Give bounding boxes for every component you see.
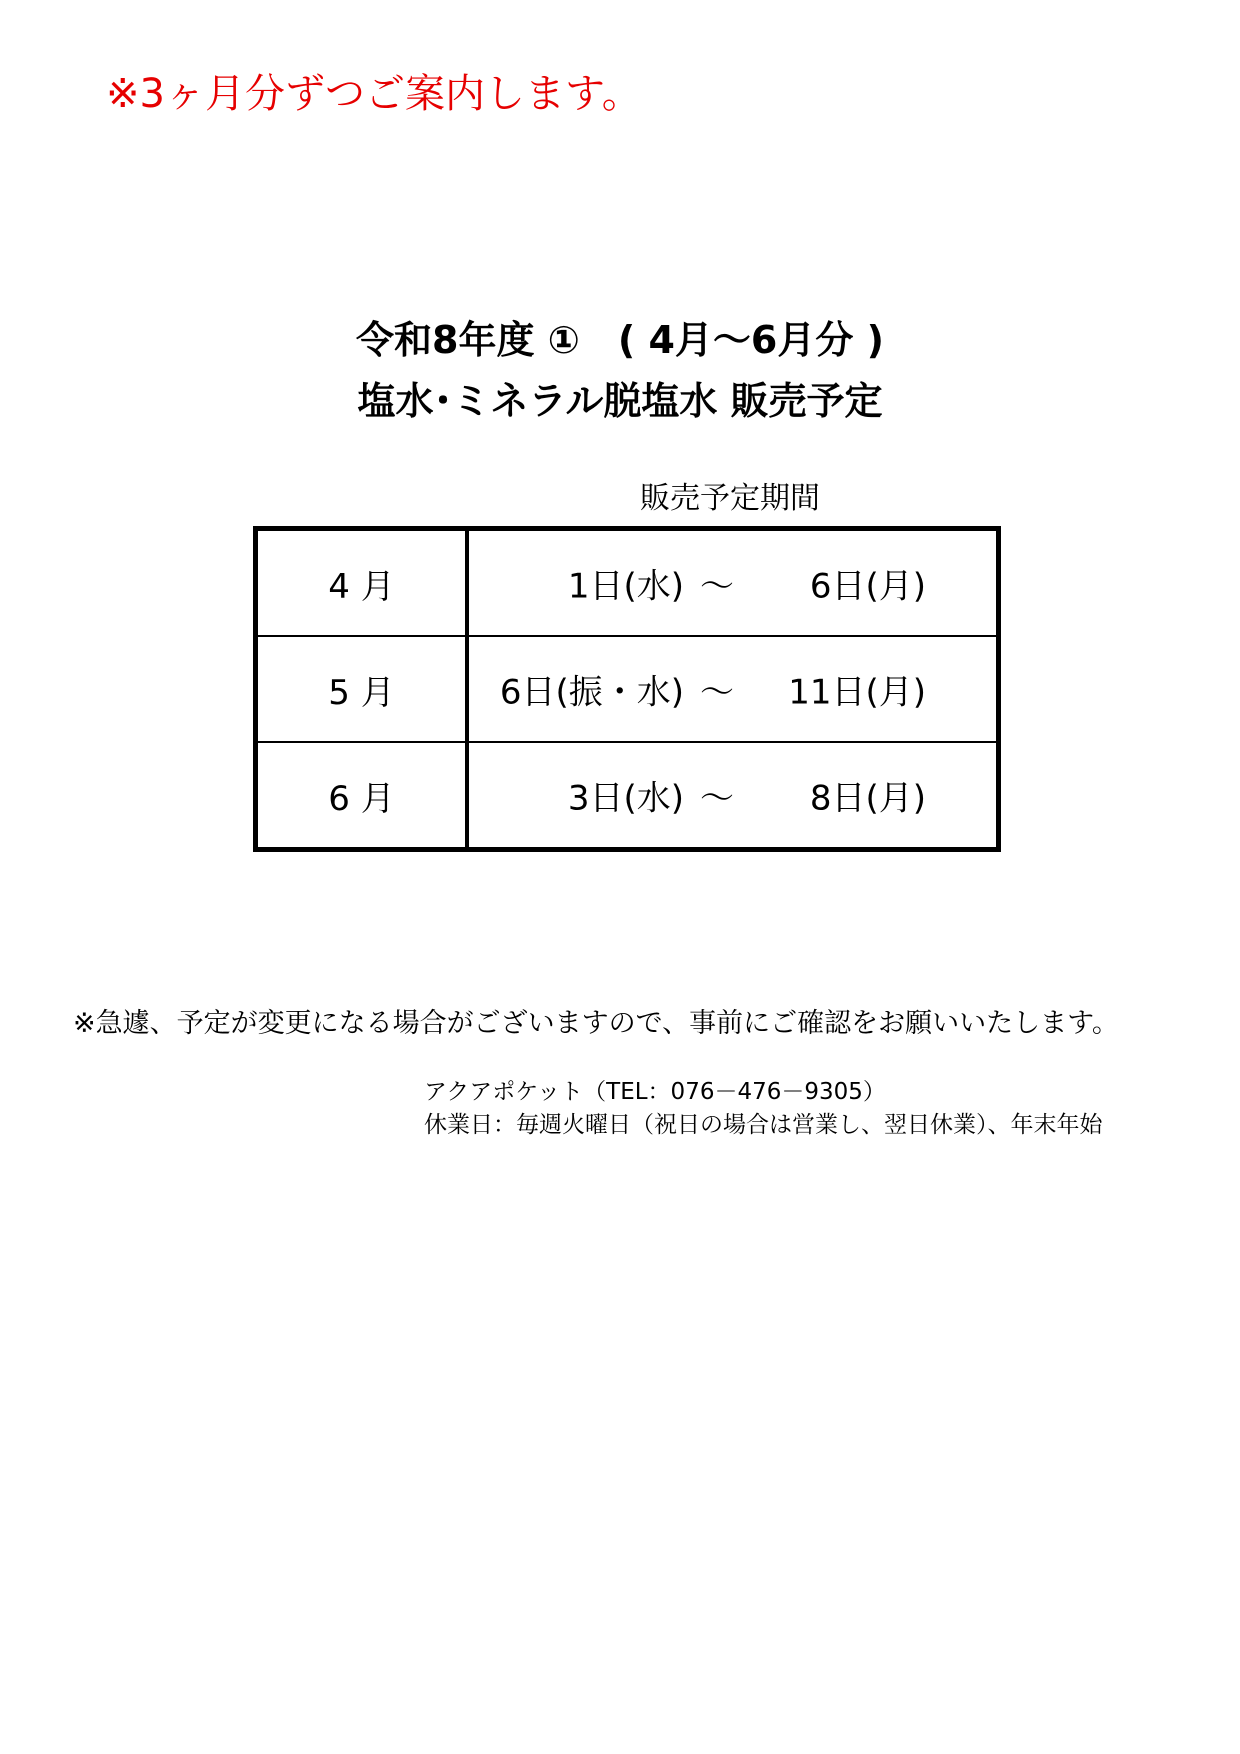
shop-contact: アクアポケット（TEL：076－476－9305） <box>424 1079 886 1105</box>
caution-text: ※急遽、予定が変更になる場合がございますので、事前にご確認をお願いいたします。 <box>73 1008 1119 1039</box>
shop-holidays: 休業日：毎週火曜日（祝日の場合は営業し、翌日休業）、年末年始 <box>424 1112 1103 1138</box>
period-start: 3日(水) <box>567 778 684 819</box>
period-cell <box>467 529 999 637</box>
notice-text: ※3ヶ月分ずつご案内します。 <box>106 71 642 117</box>
page-subtitle: 塩水･ミネラル脱塩水 販売予定 <box>357 379 883 423</box>
period-separator: 〜 <box>700 672 734 713</box>
table-row <box>256 636 999 742</box>
period-cell <box>467 636 999 742</box>
period-end: 8日(月) <box>809 778 926 819</box>
period-start: 6日(振・水) <box>499 672 684 713</box>
shop-info <box>424 1076 1103 1142</box>
schedule-header: 販売予定期間 <box>640 481 820 516</box>
period-cell <box>467 742 999 850</box>
month-cell: 5 月 <box>256 636 468 742</box>
schedule-table <box>253 526 1001 852</box>
month-cell: 4 月 <box>256 529 468 637</box>
period-end: 11日(月) <box>788 672 926 713</box>
period-separator: 〜 <box>700 566 734 607</box>
period-separator: 〜 <box>700 778 734 819</box>
table-row <box>256 742 999 850</box>
period-end: 6日(月) <box>809 566 926 607</box>
page-title: 令和8年度 ① ( 4月〜6月分 ) <box>356 318 884 362</box>
month-cell: 6 月 <box>256 742 468 850</box>
period-start: 1日(水) <box>567 566 684 607</box>
table-row <box>256 529 999 637</box>
